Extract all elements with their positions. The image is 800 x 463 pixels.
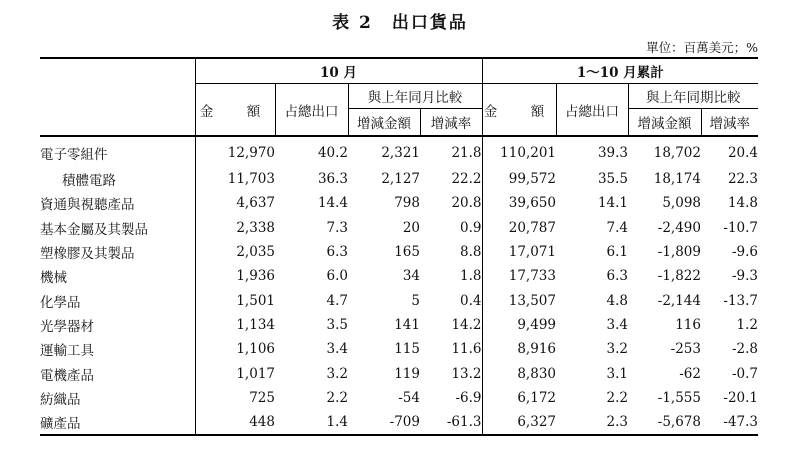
table-body [40, 136, 758, 435]
cell-value: 6.0 [326, 268, 348, 285]
header-amount-month: 金 額 [195, 84, 275, 137]
cell-value: -47.3 [701, 410, 758, 435]
cell-value: 6.3 [326, 244, 348, 261]
table-row [40, 313, 758, 337]
header-change-amount-month: 增減金額 [348, 109, 420, 137]
cell-value: -709 [348, 410, 420, 435]
cell-value: -253 [670, 341, 701, 358]
cell-value: 39.3 [597, 145, 628, 161]
cell-value: 1.2 [736, 316, 759, 333]
cell-value: 14.1 [597, 195, 628, 212]
cell-value: 448 [195, 410, 275, 435]
export-goods-table [40, 57, 758, 436]
cell-value: 13,507 [482, 288, 556, 312]
cell-value: 3.5 [326, 316, 348, 333]
cell-value: 7.4 [606, 219, 628, 236]
cell-value: 0.9 [460, 219, 482, 236]
row-label: 化學品 [40, 294, 81, 311]
cell-value: 2,321 [381, 145, 420, 161]
cell-value: 1,106 [195, 337, 275, 361]
cell-value: 1,017 [195, 361, 275, 385]
row-label: 電子零組件 [40, 147, 108, 163]
cell-value: 4.7 [326, 292, 348, 309]
cell-value: -1,809 [657, 244, 701, 261]
cell-value: -62 [679, 365, 701, 382]
cell-value: 2.2 [326, 389, 348, 406]
cell-value: 6.3 [606, 268, 628, 285]
cell-value: 35.5 [597, 171, 628, 188]
cell-value: 1,501 [195, 288, 275, 312]
cell-value: 725 [195, 386, 275, 410]
cell-value: 3.2 [326, 365, 348, 382]
header-change-amount-cum: 增減金額 [628, 109, 701, 137]
cell-value: -61.3 [420, 410, 482, 435]
cell-value: 20.8 [451, 195, 482, 212]
cell-value: 22.2 [451, 171, 482, 188]
header-amount-cum: 金 額 [482, 84, 556, 137]
cell-value: 34 [402, 268, 420, 285]
table-row [40, 191, 758, 215]
table-row [40, 136, 758, 167]
header-change-rate-month: 增減率 [420, 109, 482, 137]
header-cumulative: 1～10 月累計 [482, 58, 758, 84]
cell-value: 12,970 [195, 136, 275, 167]
cell-value: -6.9 [455, 389, 482, 406]
cell-value: 1,936 [195, 264, 275, 288]
cell-value: 6.1 [606, 244, 628, 261]
cell-value: 0.4 [460, 292, 482, 309]
cell-value: -13.7 [723, 292, 759, 309]
cell-value: 9,499 [482, 313, 556, 337]
cell-value: 5 [411, 292, 420, 309]
cell-value: 5,098 [662, 195, 701, 212]
cell-value: 4,637 [195, 191, 275, 215]
cell-value: 99,572 [482, 167, 556, 191]
cell-value: 40.2 [317, 145, 348, 161]
cell-value: 3.1 [606, 365, 628, 382]
cell-value: 14.2 [451, 316, 482, 333]
cell-value: 13.2 [451, 365, 482, 382]
cell-value: 110,201 [482, 136, 556, 167]
cell-value: 3.2 [606, 341, 628, 358]
cell-value: 8.8 [460, 244, 482, 261]
cell-value: 4.8 [606, 292, 628, 309]
cell-value: -54 [398, 389, 420, 406]
row-label: 機械 [40, 270, 67, 287]
table-row [40, 167, 758, 191]
header-month: 10 月 [195, 58, 482, 84]
cell-value: -5,678 [628, 410, 701, 435]
row-label: 積體電路 [62, 173, 116, 190]
cell-value: 8,830 [482, 361, 556, 385]
cell-value: -2.8 [731, 341, 759, 358]
cell-value: 3.4 [606, 316, 628, 333]
header-share-cum: 占總出口 [556, 84, 628, 137]
cell-value: 1,134 [195, 313, 275, 337]
table-row [40, 410, 758, 435]
table-row [40, 386, 758, 410]
header-share-month: 占總出口 [275, 84, 348, 137]
cell-value: 20 [402, 219, 420, 236]
header-compare-month: 與上年同月比較 [348, 84, 482, 109]
cell-value: -1,555 [657, 389, 701, 406]
cell-value: 11.6 [451, 341, 482, 358]
table-title: 表 2 出口貨品 [332, 13, 468, 33]
table-row [40, 216, 758, 240]
cell-value: 1.8 [460, 268, 482, 285]
row-label: 光學器材 [40, 318, 94, 335]
row-label: 塑橡膠及其製品 [40, 246, 135, 263]
header-compare-period: 與上年同期比較 [628, 84, 758, 109]
cell-value: 22.3 [727, 171, 759, 188]
cell-value: -20.1 [723, 389, 759, 406]
cell-value: 8,916 [482, 337, 556, 361]
cell-value: 14.8 [727, 195, 759, 212]
cell-value: 20,787 [482, 216, 556, 240]
cell-value: 6,327 [482, 410, 556, 435]
cell-value: 141 [394, 316, 420, 333]
item-header [40, 58, 195, 136]
table-row [40, 264, 758, 288]
table-row [40, 361, 758, 385]
cell-value: -2,144 [657, 292, 701, 309]
row-label: 礦產品 [40, 410, 195, 435]
cell-value: 115 [394, 341, 420, 358]
row-label: 基本金屬及其製品 [40, 221, 148, 238]
cell-value: 3.4 [326, 341, 348, 358]
cell-value: 165 [394, 244, 420, 261]
cell-value: 39,650 [482, 191, 556, 215]
cell-value: 21.8 [451, 145, 482, 161]
cell-value: 11,703 [195, 167, 275, 191]
cell-value: 17,733 [482, 264, 556, 288]
cell-value: -0.7 [731, 365, 759, 382]
cell-value: -10.7 [723, 219, 759, 236]
row-label: 電機產品 [40, 367, 94, 384]
cell-value: 20.4 [727, 145, 759, 161]
cell-value: 2,035 [195, 240, 275, 264]
cell-value: 798 [394, 195, 420, 212]
table-row [40, 288, 758, 312]
cell-value: 1.4 [275, 410, 348, 435]
header-change-rate-cum: 增減率 [701, 109, 758, 137]
row-label: 資通與視聽產品 [40, 197, 135, 214]
cell-value: -9.3 [731, 268, 759, 285]
cell-value: 119 [394, 365, 420, 382]
cell-value: 2,127 [381, 171, 420, 188]
cell-value: 2.2 [606, 389, 628, 406]
cell-value: 17,071 [482, 240, 556, 264]
cell-value: 36.3 [317, 171, 348, 188]
cell-value: -2,490 [657, 219, 701, 236]
cell-value: 14.4 [317, 195, 348, 212]
row-label: 紡織品 [40, 391, 81, 408]
unit-note: 單位：百萬美元；% [646, 40, 758, 55]
cell-value: 7.3 [326, 219, 348, 236]
cell-value: 18,174 [653, 171, 701, 188]
cell-value: 116 [675, 316, 701, 333]
table-row [40, 240, 758, 264]
cell-value: -9.6 [731, 244, 759, 261]
table-row [40, 337, 758, 361]
cell-value: 6,172 [482, 386, 556, 410]
row-label: 運輸工具 [40, 343, 94, 360]
cell-value: 18,702 [653, 145, 701, 161]
cell-value: 2,338 [195, 216, 275, 240]
cell-value: -1,822 [657, 268, 701, 285]
cell-value: 2.3 [556, 410, 628, 435]
